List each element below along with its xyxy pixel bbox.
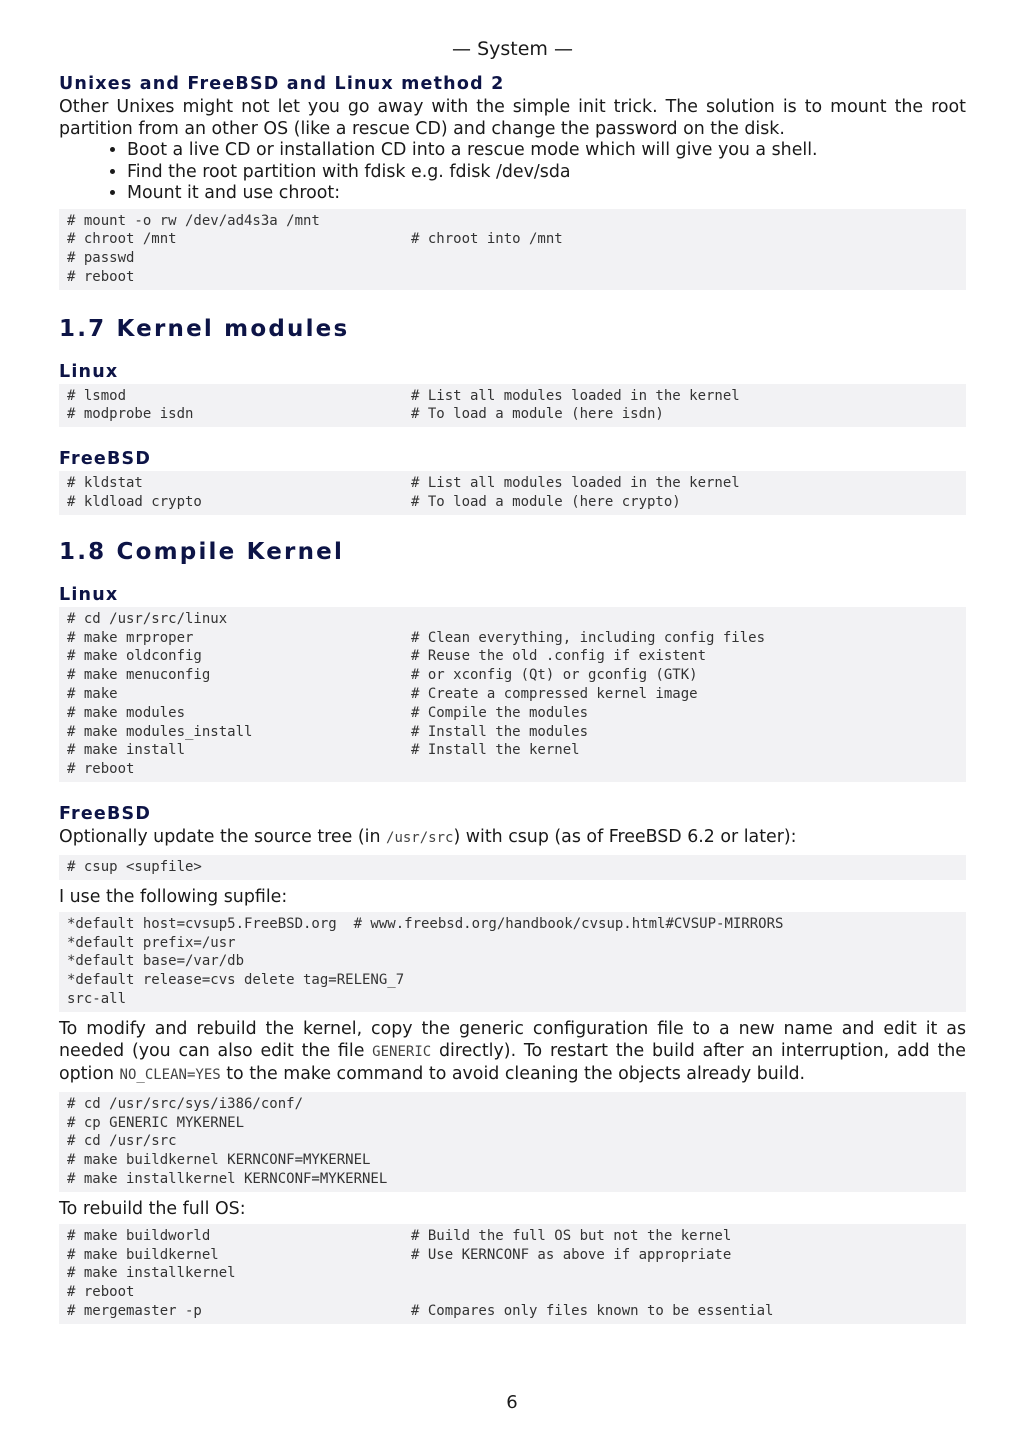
code-line	[67, 647, 958, 666]
code-line: # make buildkernel KERNCONF=MYKERNEL	[67, 1152, 371, 1169]
code-comment: # List all modules loaded in the kernel	[411, 475, 740, 492]
method2-intro: Other Unixes might not let you go away with the simple init trick. The solution is to mount the root partition from an other OS (like a rescue CD) and change the password on the disk.	[59, 97, 966, 139]
inline-code: GENERIC	[372, 1043, 432, 1060]
code-comment: # Reuse the old .config if existent	[411, 648, 707, 665]
code-line: # cp GENERIC MYKERNEL	[67, 1114, 245, 1131]
code-comment: # Build the full OS but not the kernel	[411, 1227, 732, 1244]
code-command: # make modules	[67, 704, 186, 721]
code-command: # lsmod	[67, 387, 127, 404]
code-line: *default release=cvs delete tag=RELENG_7	[67, 972, 405, 989]
code-line	[67, 212, 958, 231]
code-command: # make menuconfig	[67, 667, 211, 684]
list-item: • Boot a live CD or installation CD into a rescue mode which will give you a shell.	[127, 140, 966, 162]
code-block-full-os	[59, 1224, 966, 1324]
code-command: # mount -o rw /dev/ad4s3a /mnt	[67, 212, 320, 229]
code-line	[67, 268, 958, 287]
code-command: # reboot	[67, 761, 135, 778]
method2-bullet-list	[59, 140, 966, 205]
code-command: # modprobe isdn	[67, 406, 194, 423]
code-block-linux-modules	[59, 384, 966, 428]
code-line	[67, 1283, 958, 1302]
code-command: # csup <supfile>	[67, 859, 202, 876]
code-command: # reboot	[67, 268, 135, 285]
code-command: # make oldconfig	[67, 648, 202, 665]
code-line: *default prefix=/usr	[67, 934, 236, 951]
code-command: # cd /usr/src/linux	[67, 610, 228, 627]
code-line	[67, 1302, 958, 1321]
section-heading-kernel-modules: 1.7 Kernel modules	[59, 315, 350, 342]
code-command: # make mrproper	[67, 629, 194, 646]
code-line	[67, 474, 958, 493]
text-span: Optionally update the source tree (in	[59, 827, 387, 848]
kernel-modules-linux-heading: Linux	[59, 361, 119, 382]
code-command: # make modules_install	[67, 723, 253, 740]
text-span: directly). To restart the build after an interruption, add the option	[59, 1040, 966, 1084]
text-span: to the make command to avoid cleaning the objects already build.	[220, 1063, 806, 1084]
code-line	[67, 1227, 958, 1246]
code-line	[67, 405, 958, 424]
code-command: # make buildworld	[67, 1227, 211, 1244]
section-heading-compile-kernel: 1.8 Compile Kernel	[59, 538, 345, 565]
code-block-freebsd-modules	[59, 471, 966, 515]
running-header: — System —	[452, 38, 573, 60]
code-command: # mergemaster -p	[67, 1303, 202, 1319]
code-line	[67, 1246, 958, 1265]
inline-code: NO_CLEAN=YES	[119, 1066, 221, 1083]
kernel-modules-freebsd-heading: FreeBSD	[59, 449, 152, 470]
code-comment: # Use KERNCONF as above if appropriate	[411, 1246, 732, 1263]
code-line: *default host=cvsup5.FreeBSD.org # www.freebsd.org/handbook/cvsup.html#CVSUP-MIRRORS	[67, 915, 784, 932]
code-line	[67, 610, 958, 629]
code-line	[67, 858, 958, 877]
code-command: # make buildkernel	[67, 1246, 219, 1263]
code-line	[67, 1264, 958, 1283]
list-item: • Mount it and use chroot:	[127, 183, 966, 205]
code-command: # kldstat	[67, 475, 143, 492]
code-line	[67, 666, 958, 685]
code-line	[67, 629, 958, 648]
code-comment: # Install the kernel	[411, 742, 580, 759]
text-span: To modify and rebuild the kernel, copy the generic configuration file to a new name and edit it as needed (you can also edit the file	[59, 1018, 966, 1061]
code-command: # passwd	[67, 250, 135, 267]
code-command: # make install	[67, 742, 186, 759]
code-command: # chroot /mnt	[67, 231, 177, 248]
page-content	[59, 36, 966, 1324]
code-comment: # List all modules loaded in the kernel	[411, 387, 740, 404]
code-block-csup	[59, 855, 966, 880]
code-comment: # To load a module (here crypto)	[411, 494, 681, 511]
code-comment: # Compares only files known to be essential	[411, 1303, 774, 1319]
code-line: src-all	[67, 991, 127, 1008]
text-span: ) with csup (as of FreeBSD 6.2 or later):	[453, 827, 797, 848]
code-line	[67, 387, 958, 406]
compile-linux-heading: Linux	[59, 584, 119, 605]
page-number: 6	[506, 1392, 518, 1413]
code-command: # reboot	[67, 1284, 135, 1301]
method2-heading: Unixes and FreeBSD and Linux method 2	[59, 74, 505, 94]
code-block-rebuild-kernel	[59, 1092, 966, 1192]
code-line	[67, 230, 958, 249]
code-comment: # Clean everything, including config files	[411, 629, 766, 646]
code-comment: # Compile the modules	[411, 704, 589, 721]
code-comment: # or xconfig (Qt) or gconfig (GTK)	[411, 667, 698, 684]
code-block-supfile	[59, 912, 966, 1012]
code-command: # kldload crypto	[67, 494, 202, 511]
code-line	[67, 741, 958, 760]
inline-code: /usr/src	[386, 830, 454, 847]
code-line	[67, 723, 958, 742]
code-comment: # Install the modules	[411, 723, 589, 740]
full-os-intro: To rebuild the full OS:	[59, 1198, 246, 1219]
rebuild-paragraph	[59, 1018, 966, 1086]
code-command: # make installkernel	[67, 1265, 236, 1282]
csup-paragraph	[59, 826, 966, 849]
code-comment: # To load a module (here isdn)	[411, 406, 664, 423]
code-line	[67, 704, 958, 723]
code-line: # make installkernel KERNCONF=MYKERNEL	[67, 1171, 388, 1188]
code-line: # cd /usr/src	[67, 1133, 177, 1150]
code-line: *default base=/var/db	[67, 953, 245, 970]
code-line	[67, 760, 958, 779]
code-line	[67, 685, 958, 704]
code-line	[67, 249, 958, 268]
code-comment: # chroot into /mnt	[411, 231, 563, 248]
code-comment: # Create a compressed kernel image	[411, 686, 698, 703]
code-block-chroot	[59, 209, 966, 290]
code-line: # cd /usr/src/sys/i386/conf/	[67, 1095, 304, 1112]
code-line	[67, 493, 958, 512]
supfile-intro: I use the following supfile:	[59, 886, 288, 907]
code-block-linux-compile	[59, 607, 966, 782]
list-item: • Find the root partition with fdisk e.g. fdisk /dev/sda	[127, 162, 966, 184]
code-command: # make	[67, 686, 118, 703]
compile-freebsd-heading: FreeBSD	[59, 804, 152, 825]
